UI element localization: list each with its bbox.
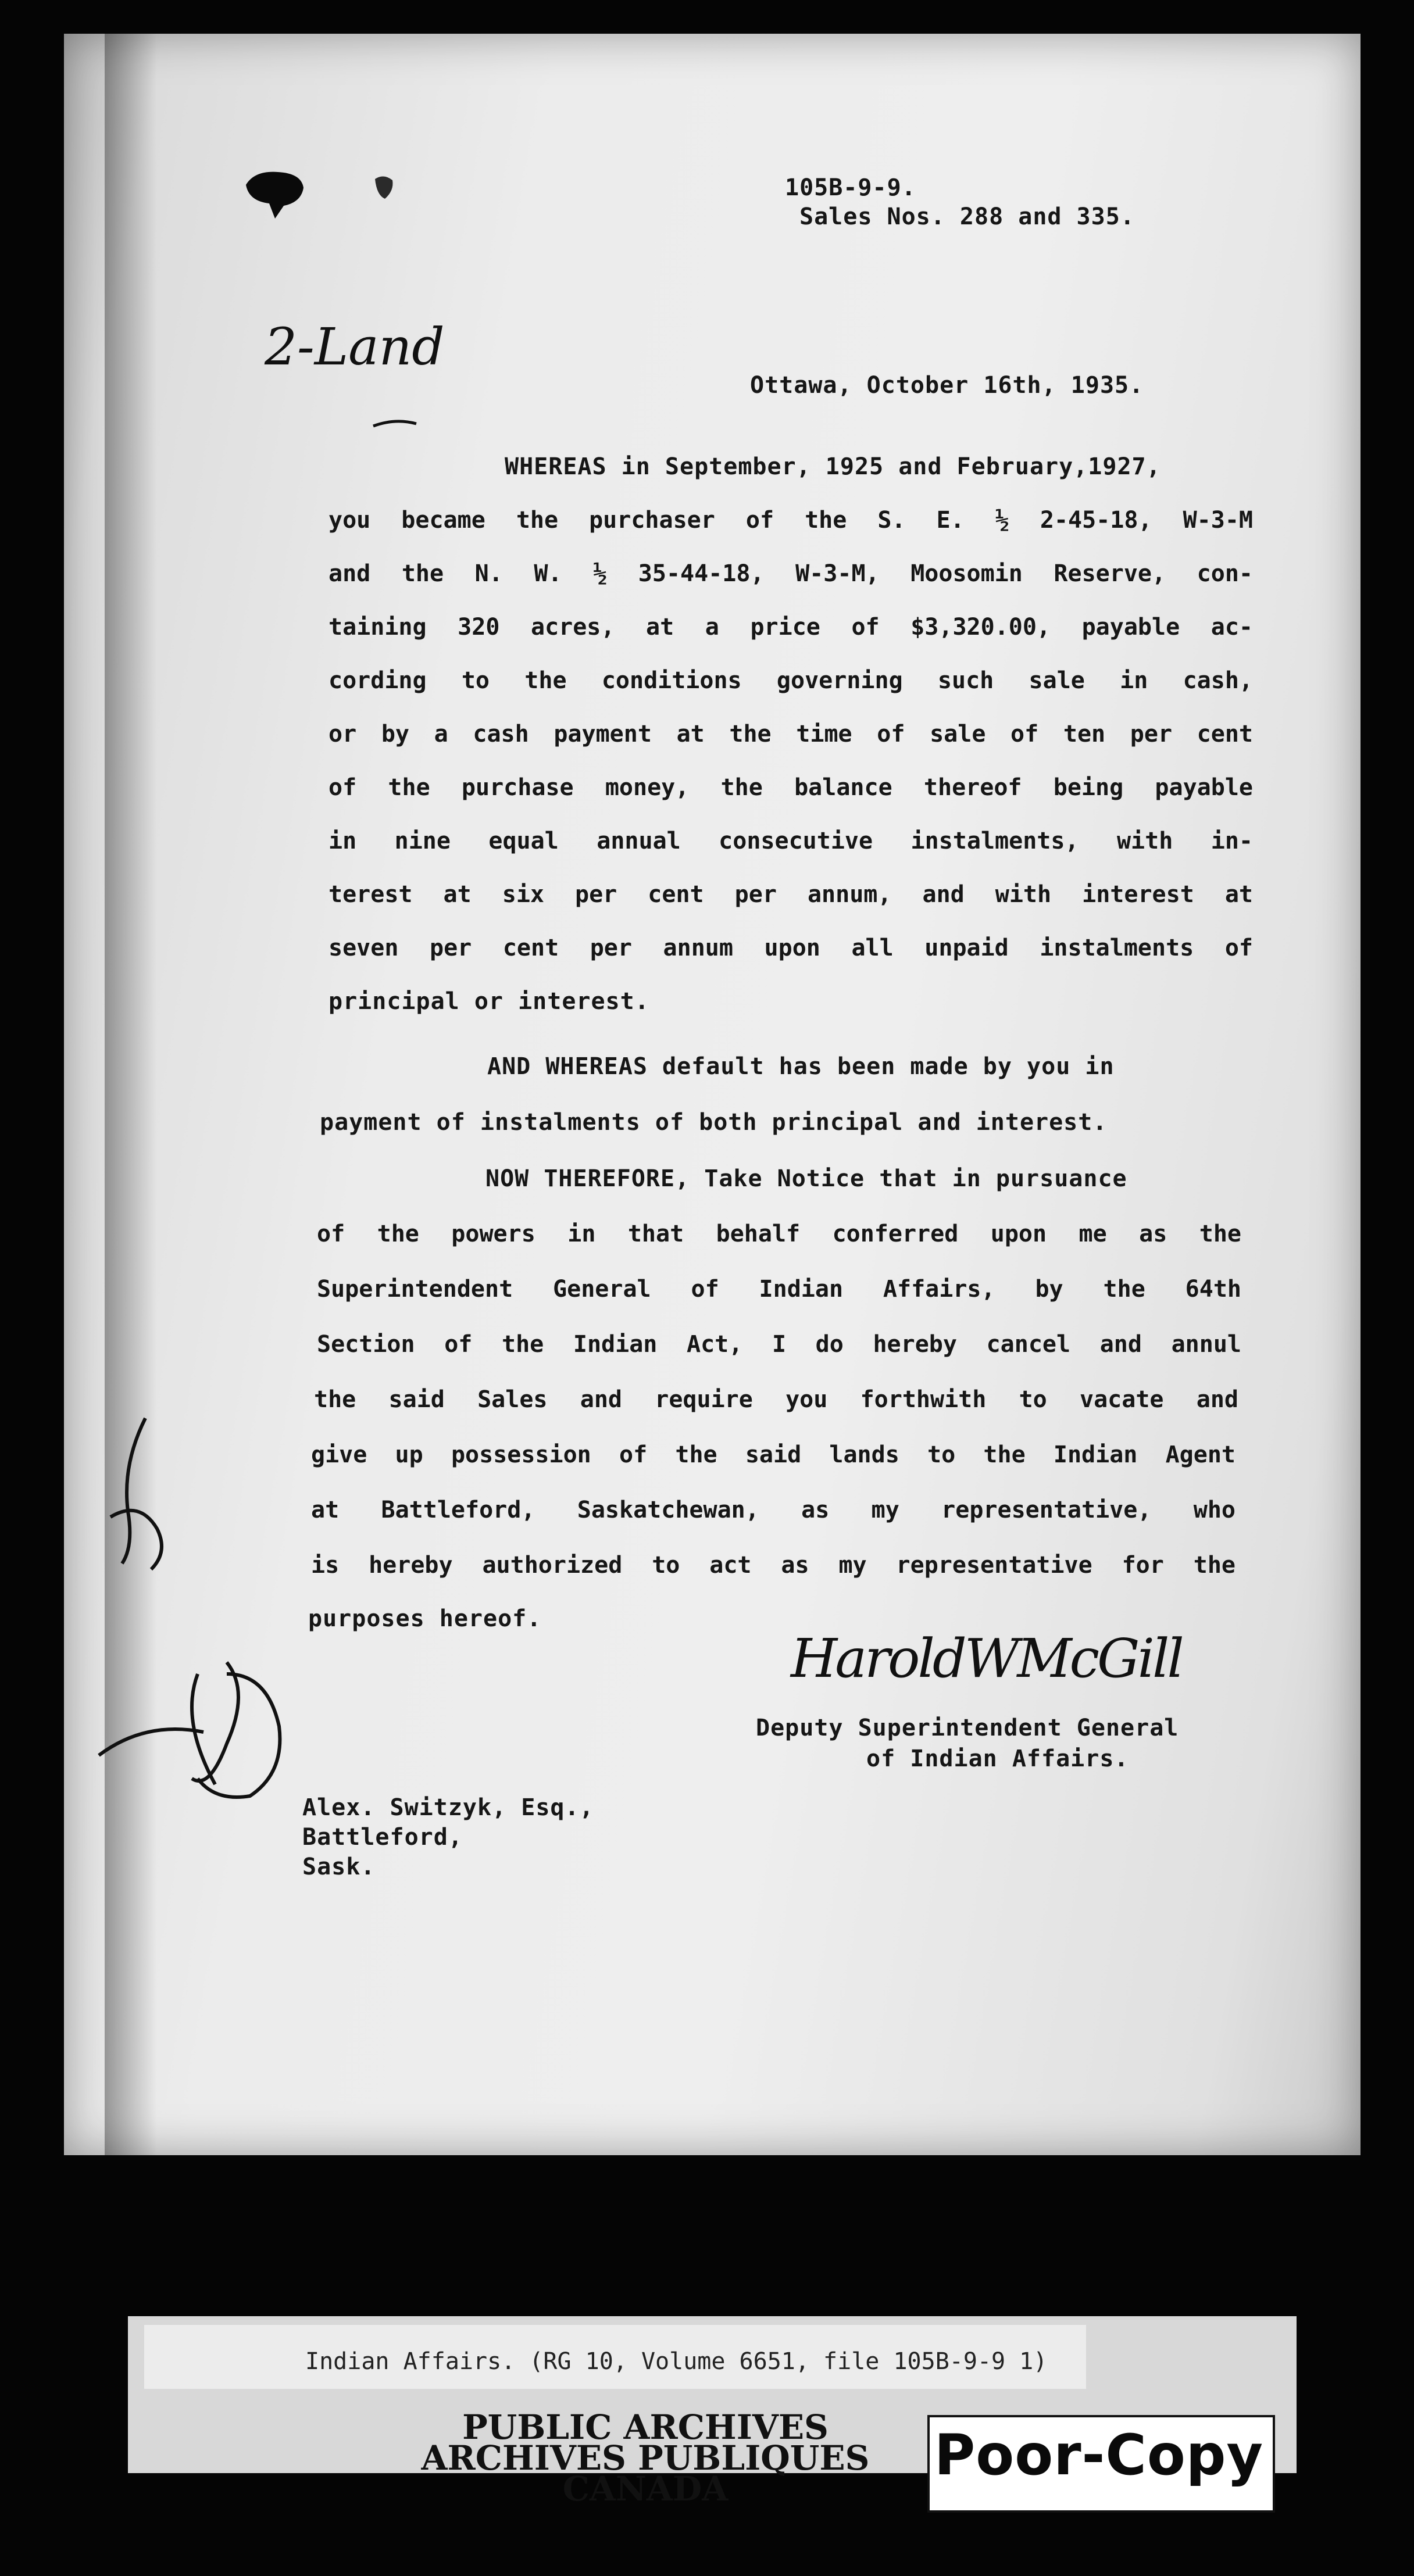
handwritten-margin-note: 2-Land	[265, 317, 445, 377]
body-line: give up possession of the said lands to the Indian Agent	[311, 1441, 1236, 1468]
body-line: of the powers in that behalf conferred upon me as the	[317, 1221, 1241, 1247]
body-line: Section of the Indian Act, I do hereby cancel and annul	[317, 1331, 1241, 1358]
addressee-province: Sask.	[302, 1854, 376, 1880]
archive-name-fr: ARCHIVES PUBLIQUES	[421, 2438, 870, 2478]
body-line: seven per cent per annum upon all unpaid instalments of	[328, 935, 1253, 961]
body-line: AND WHEREAS default has been made by you in	[487, 1053, 1115, 1080]
pen-stroke	[372, 416, 419, 433]
body-line: taining 320 acres, at a price of $3,320.00, payable ac-	[328, 614, 1253, 641]
body-line: and the N. W. ½ 35-44-18, W-3-M, Moosomin Reserve, con-	[328, 560, 1253, 587]
signature: HaroldWMcGill	[791, 1627, 1182, 1690]
body-line: terest at six per cent per annum, and with interest at	[328, 881, 1253, 908]
body-line: Superintendent General of Indian Affairs, by the 64th	[317, 1276, 1241, 1303]
ink-mark	[372, 173, 395, 202]
poor-copy-text: Poor-Copy	[934, 2423, 1264, 2488]
body-line: is hereby authorized to act as my representative for the	[311, 1552, 1236, 1579]
body-line: in nine equal annual consecutive instalments, with in-	[328, 828, 1253, 854]
body-line: payment of instalments of both principal and interest.	[320, 1109, 1108, 1136]
handwritten-flourish	[76, 1639, 297, 1813]
archive-country: CANADA	[562, 2469, 729, 2509]
body-line: cording to the conditions governing such sale in cash,	[328, 667, 1253, 694]
handwritten-initials	[87, 1412, 186, 1587]
ink-blot	[243, 167, 307, 220]
addressee-name: Alex. Switzyk, Esq.,	[302, 1794, 594, 1821]
addressee-city: Battleford,	[302, 1824, 463, 1851]
archive-name-en: PUBLIC ARCHIVES	[462, 2407, 829, 2447]
body-line: NOW THEREFORE, Take Notice that in pursuance	[485, 1165, 1127, 1192]
body-line: principal or interest.	[328, 988, 649, 1015]
body-line: of the purchase money, the balance thereof being payable	[328, 774, 1253, 801]
body-line: purposes hereof.	[308, 1605, 542, 1632]
signatory-title: Deputy Superintendent General	[756, 1715, 1179, 1741]
file-citation: Indian Affairs. (RG 10, Volume 6651, file 105B-9-9 1)	[305, 2348, 1048, 2375]
dateline: Ottawa, October 16th, 1935.	[750, 372, 1144, 399]
sales-reference: Sales Nos. 288 and 335.	[799, 203, 1135, 230]
signatory-title-line2: of Indian Affairs.	[866, 1745, 1129, 1772]
file-reference: 105B-9-9.	[785, 174, 916, 201]
body-line: the said Sales and require you forthwith to vacate and	[314, 1386, 1238, 1413]
body-line: you became the purchaser of the S. E. ½ 2-45-18, W-3-M	[328, 507, 1253, 534]
body-line: or by a cash payment at the time of sale of ten per cent	[328, 721, 1253, 747]
page-shadow	[105, 34, 157, 2155]
body-line: WHEREAS in September, 1925 and February,1927,	[505, 453, 1161, 480]
document-page	[64, 34, 1361, 2155]
body-line: at Battleford, Saskatchewan, as my representative, who	[311, 1497, 1236, 1523]
